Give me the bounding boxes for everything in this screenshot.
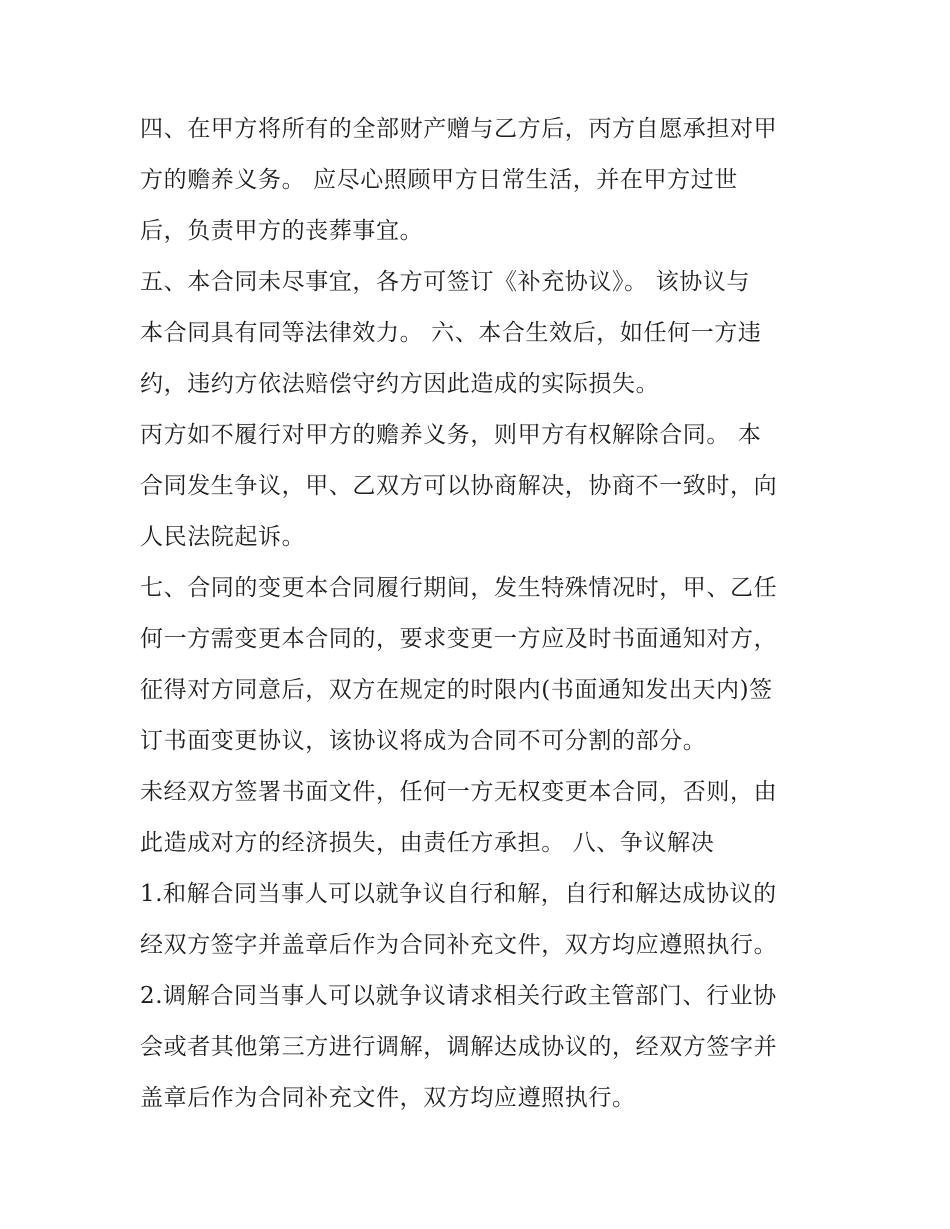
text-line: 四、在甲方将所有的全部财产赠与乙方后，丙方自愿承担对甲 [140, 116, 778, 142]
text-line: 合同发生争议，甲、乙双方可以协商解决，协商不一致时，向 [140, 473, 778, 499]
text-line: 何一方需变更本合同的，要求变更一方应及时书面通知对方， [140, 626, 778, 652]
text-line: 本合同具有同等法律效力。 六、本合生效后，如任何一方违 [140, 320, 762, 346]
text-line: 经双方签字并盖章后作为合同补充文件，双方均应遵照执行。 [140, 932, 778, 958]
text-line: 征得对方同意后，双方在规定的时限内(书面通知发出天内)签 [140, 677, 773, 703]
text-line: 此造成对方的经济损失，由责任方承担。 八、争议解决 [140, 830, 715, 856]
text-line: 会或者其他第三方进行调解，调解达成协议的，经双方签字并 [140, 1034, 778, 1060]
text-line: 盖章后作为合同补充文件，双方均应遵照执行。 [140, 1085, 636, 1111]
text-line: 七、合同的变更本合同履行期间，发生特殊情况时，甲、乙任 [140, 575, 778, 601]
text-line: 五、本合同未尽事宜，各方可签订《补充协议》。 该协议与 [140, 269, 751, 295]
text-line: 未经双方签署书面文件，任何一方无权变更本合同，否则，由 [140, 779, 778, 805]
document-body [140, 104, 820, 1124]
text-line: 2.调解合同当事人可以就争议请求相关行政主管部门、行业协 [140, 983, 777, 1009]
text-line: 丙方如不履行对甲方的赡养义务，则甲方有权解除合同。 本 [140, 422, 762, 448]
text-line: 方的赡养义务。 应尽心照顾甲方日常生活，并在甲方过世 [140, 167, 738, 193]
text-line: 订书面变更协议，该协议将成为合同不可分割的部分。 [140, 728, 707, 754]
text-line: 人民法院起诉。 [140, 524, 306, 550]
text-line: 后，负责甲方的丧葬事宜。 [140, 218, 424, 244]
text-line: 约，违约方依法赔偿守约方因此造成的实际损失。 [140, 371, 660, 397]
text-line: 1.和解合同当事人可以就争议自行和解，自行和解达成协议的 [140, 881, 777, 907]
